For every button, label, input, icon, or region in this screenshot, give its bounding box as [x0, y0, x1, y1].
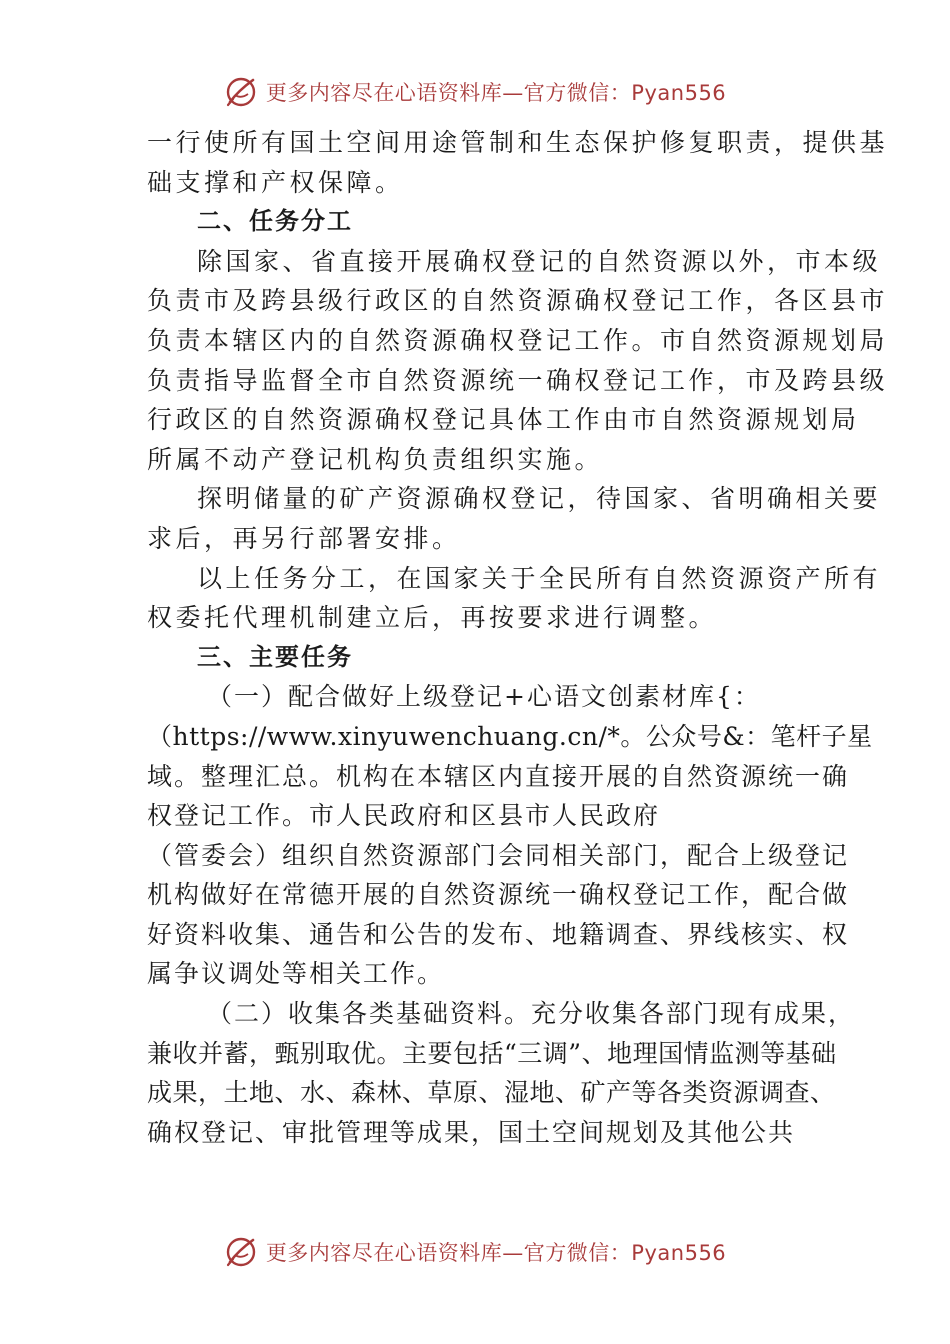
- body-line: 域。整理汇总。机构在本辖区内直接开展的自然资源统一确: [147, 761, 850, 791]
- body-line: 求后，再另行部署安排。: [147, 523, 461, 553]
- body-line: （管委会）组织自然资源部门会同相关部门，配合上级登记: [147, 840, 850, 870]
- body-line: 好资料收集、通告和公告的发布、地籍调查、界线核实、权: [147, 919, 850, 949]
- body-line: 属争议调处等相关工作。: [147, 959, 445, 989]
- paragraph-start: 以上任务分工，在国家关于全民所有自然资源资产所有: [197, 563, 882, 593]
- body-line: 一行使所有国土空间用途管制和生态保护修复职责，提供基: [147, 128, 889, 157]
- footer-banner: [0, 1230, 950, 1274]
- section-heading: 三、主要任务: [197, 642, 353, 671]
- body-line: 负责指导监督全市自然资源统一确权登记工作，市及跨县级: [147, 365, 889, 395]
- quill-ribbon-logo-icon: [224, 75, 258, 109]
- paragraph-start: （二）收集各类基础资料。充分收集各部门现有成果，: [207, 999, 856, 1029]
- body-line: 行政区的自然资源确权登记具体工作由市自然资源规划局: [147, 405, 860, 435]
- body-line: 负责市及跨县级行政区的自然资源确权登记工作，各区县市: [147, 286, 889, 316]
- section-heading: 二、任务分工: [197, 207, 353, 236]
- body-line: （https://www.xinyuwenchuang.cn/*。公众号&：笔杆子星: [147, 721, 873, 751]
- banner-text: 更多内容尽在心语资料库—官方微信：Pyan556: [265, 81, 727, 105]
- body-line: 确权登记、审批管理等成果，国土空间规划及其他公共: [147, 1117, 796, 1147]
- header-banner: [0, 70, 950, 114]
- paragraph-start: 除国家、省直接开展确权登记的自然资源以外，市本级: [197, 246, 882, 276]
- quill-ribbon-logo-icon: [224, 1235, 258, 1269]
- body-line: 负责本辖区内的自然资源确权登记工作。市自然资源规划局: [147, 325, 889, 355]
- body-line: 权委托代理机制建立后，再按要求进行调整。: [147, 603, 718, 633]
- body-line: 成果，土地、水、森林、草原、湿地、矿产等各类资源调查、: [147, 1078, 836, 1108]
- body-line: 础支撑和产权保障。: [147, 167, 404, 197]
- banner-text: 更多内容尽在心语资料库—官方微信：Pyan556: [265, 1241, 727, 1265]
- document-body: [147, 123, 889, 1152]
- body-line: 机构做好在常德开展的自然资源统一确权登记工作，配合做: [147, 880, 850, 910]
- body-line: 权登记工作。市人民政府和区县市人民政府: [147, 801, 661, 831]
- body-line: 兼收并蓄，甄别取优。主要包括“三调”、地理国情监测等基础: [147, 1038, 837, 1068]
- paragraph-start: （一）配合做好上级登记+心语文创素材库{：: [207, 682, 761, 712]
- body-line: 所属不动产登记机构负责组织实施。: [147, 444, 604, 474]
- paragraph-start: 探明储量的矿产资源确权登记，待国家、省明确相关要: [197, 484, 882, 514]
